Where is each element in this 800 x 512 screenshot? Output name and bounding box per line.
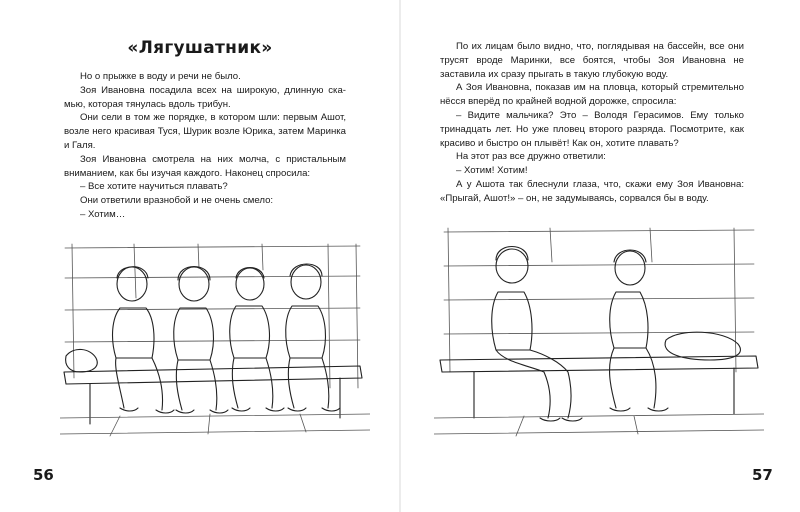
paragraph: А у Ашота так блеснули глаза, что, скажи ему Зоя Ивановна: «Прыгай, Ашот!» – он, не задумываясь, сорвался бы в воду. <box>440 178 744 204</box>
paragraph: – Хотим… <box>80 208 126 220</box>
floor <box>434 414 764 436</box>
child-3 <box>230 268 284 412</box>
left-page-text <box>64 70 346 222</box>
child-boy <box>610 250 668 411</box>
paragraph: – Видите мальчика? Это – Володя Герасимов. Ему только тринадцать лет. Но уже пловец второго разряда. Посмотрите, как красиво и быстро он плывёт! Как он, хотите плавать? <box>440 109 744 149</box>
paragraph: А Зоя Ивановна, показав им на пловца, который стремительно нёсся вперёд по крайней водной дорожке, спросила: <box>440 82 744 108</box>
right-page <box>400 0 800 512</box>
right-page-text <box>440 40 744 206</box>
paragraph: Но о прыжке в воду и речи не было. <box>80 71 241 82</box>
tile-wall <box>444 228 754 372</box>
illustration-two-children-on-bench <box>434 222 764 438</box>
paragraph: На этот раз все дружно ответили: <box>456 151 606 163</box>
bench <box>440 356 758 418</box>
child-4 <box>286 264 340 411</box>
paragraph: Зоя Ивановна посадила всех на широкую, длинную скамью, которая тянулась вдоль трибун. <box>64 84 346 110</box>
bench <box>64 366 362 424</box>
child-1 <box>113 267 174 413</box>
chapter-title: «Лягушатник» <box>127 38 273 58</box>
clothes-pile <box>66 349 98 372</box>
floor <box>60 414 370 436</box>
paragraph: Зоя Ивановна смотрела на них молча, с пристальным вниманием, как бы изучая каждого. Наконец спросила: <box>64 153 346 179</box>
paragraph: Они сели в том же порядке, в котором шли: первым Ашот, возле него красивая Туся, Шурик возле Юрика, затем Маринка и Галя. <box>64 112 346 151</box>
paragraph: – Все хотите научиться плавать? <box>80 181 228 193</box>
child-2 <box>174 267 228 414</box>
paragraph: По их лицам было видно, что, поглядывая на бассейн, все они трусят вроде Маринки, все боятся, чтобы Зоя Ивановна не заставила их сразу прыгать в такую глубокую воду. <box>440 41 744 80</box>
illustration-four-children-on-bench <box>60 238 370 438</box>
page-number: 56 <box>33 466 54 484</box>
paragraph: Они ответили вразнобой и не очень смело: <box>80 195 274 207</box>
paragraph: – Хотим! Хотим! <box>456 165 528 177</box>
page-number: 57 <box>752 466 773 484</box>
